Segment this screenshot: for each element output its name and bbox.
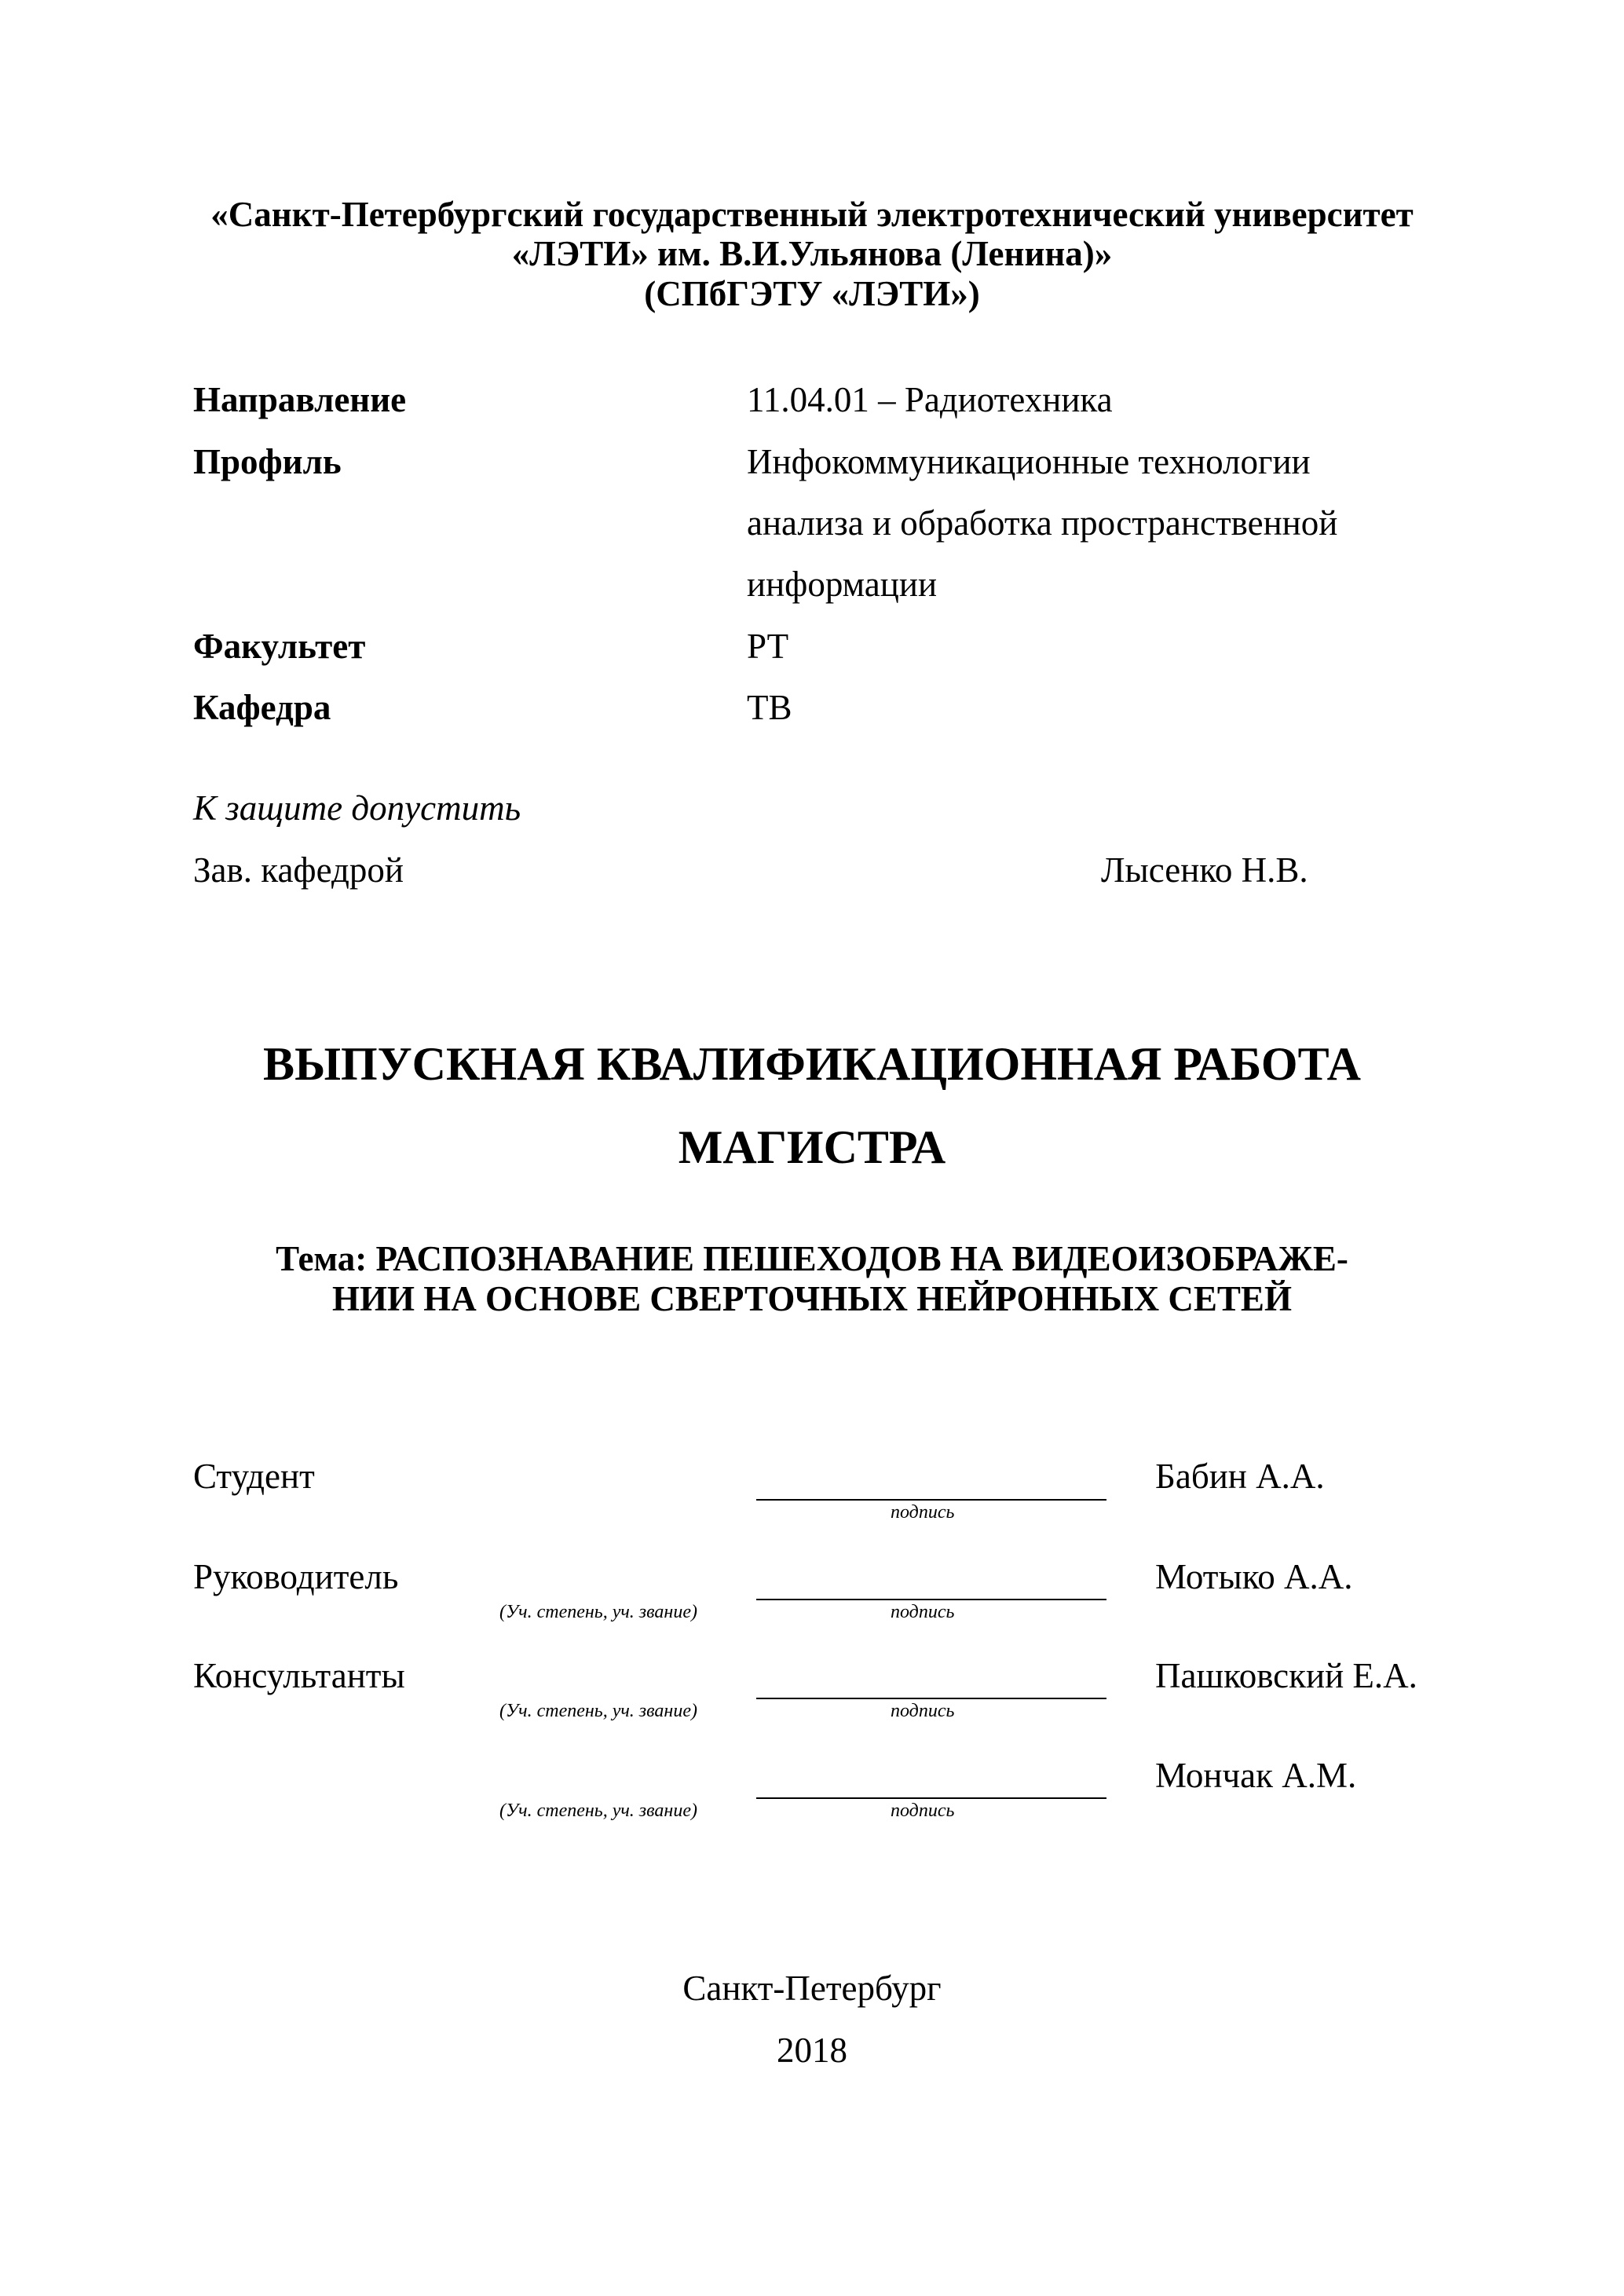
consultant1-name: Пашковский Е.А. bbox=[1155, 1656, 1417, 1695]
department-head-name: Лысенко Н.В. bbox=[1101, 850, 1308, 890]
admission-text: К защите допустить bbox=[193, 788, 521, 828]
consultant2-signature-caption: подпись bbox=[891, 1801, 955, 1821]
profile-value-line2: анализа и обработка пространственной bbox=[747, 503, 1338, 543]
university-abbreviation: (СПбГЭТУ «ЛЭТИ») bbox=[644, 274, 980, 313]
university-name-line2: «ЛЭТИ» им. В.И.Ульянова (Ленина)» bbox=[511, 234, 1113, 273]
supervisor-signature-line bbox=[756, 1599, 1106, 1600]
department-value: ТВ bbox=[747, 688, 792, 727]
work-title-line1: ВЫПУСКНАЯ КВАЛИФИКАЦИОННАЯ РАБОТА bbox=[263, 1038, 1361, 1090]
student-name: Бабин А.А. bbox=[1155, 1457, 1325, 1496]
direction-value: 11.04.01 – Радиотехника bbox=[747, 380, 1113, 419]
footer-year: 2018 bbox=[777, 2031, 847, 2070]
consultant1-degree-caption: (Уч. степень, уч. звание) bbox=[499, 1701, 697, 1721]
supervisor-role: Руководитель bbox=[193, 1557, 399, 1596]
consultant2-name: Мончак А.М. bbox=[1155, 1756, 1357, 1795]
profile-value-line1: Инфокоммуникационные технологии bbox=[747, 442, 1311, 481]
supervisor-degree-caption: (Уч. степень, уч. звание) bbox=[499, 1602, 697, 1622]
student-signature-line bbox=[756, 1499, 1106, 1501]
topic-line2: НИИ НА ОСНОВЕ СВЕРТОЧНЫХ НЕЙРОННЫХ СЕТЕЙ bbox=[332, 1279, 1292, 1318]
faculty-label: Факультет bbox=[193, 627, 366, 666]
consultant1-signature-line bbox=[756, 1698, 1106, 1699]
profile-label: Профиль bbox=[193, 442, 342, 481]
student-signature-caption: подпись bbox=[891, 1502, 955, 1523]
supervisor-name: Мотыко А.А. bbox=[1155, 1557, 1353, 1596]
consultant2-signature-line bbox=[756, 1797, 1106, 1799]
student-role: Студент bbox=[193, 1457, 315, 1496]
department-label: Кафедра bbox=[193, 688, 331, 727]
work-title-line2: МАГИСТРА bbox=[678, 1121, 946, 1173]
consultants-role: Консультанты bbox=[193, 1656, 405, 1695]
profile-value-line3: информации bbox=[747, 565, 938, 604]
supervisor-signature-caption: подпись bbox=[891, 1602, 955, 1622]
faculty-value: РТ bbox=[747, 627, 789, 666]
department-head-label: Зав. кафедрой bbox=[193, 850, 404, 890]
topic-line1: Тема: РАСПОЗНАВАНИЕ ПЕШЕХОДОВ НА ВИДЕОИЗОБРАЖЕ- bbox=[276, 1239, 1348, 1278]
footer-city: Санкт-Петербург bbox=[682, 1969, 942, 2008]
direction-label: Направление bbox=[193, 380, 407, 419]
consultant2-degree-caption: (Уч. степень, уч. звание) bbox=[499, 1801, 697, 1821]
consultant1-signature-caption: подпись bbox=[891, 1701, 955, 1721]
university-name-line1: «Санкт-Петербургский государственный электротехнический университет bbox=[210, 195, 1414, 234]
